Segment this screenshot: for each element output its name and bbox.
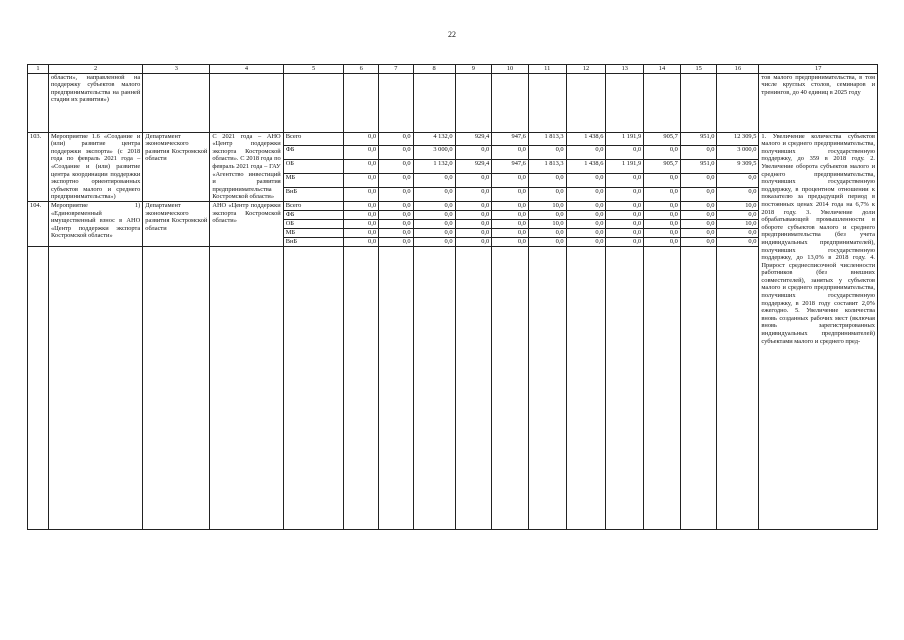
value-cell: 0,0 — [566, 174, 606, 188]
value-cell: 0,0 — [566, 201, 606, 210]
value-cell: 0,0 — [644, 219, 681, 228]
value-cell: 0,0 — [455, 210, 492, 219]
value-cell: 0,0 — [717, 237, 759, 246]
value-cell: 0,0 — [455, 237, 492, 246]
value-cell: 0,0 — [644, 174, 681, 188]
value-cell: 0,0 — [566, 237, 606, 246]
empty-cell — [566, 246, 606, 529]
value-cell: 0,0 — [680, 228, 717, 237]
value-cell: 9 309,5 — [717, 160, 759, 174]
value-cell: 0,0 — [379, 210, 414, 219]
results-text: 1. Увеличение количества субъектов малого и среднего предпринимательства, получивших государственную поддержку, до 359 в 2018 году. 2. Увеличение оборота субъектов малого и среднего предпринимательства, получивших государственную поддержку, в процентном отношении к показателю за предыдущий период в постоянных ценах 2014 года на 6,7% к 2018 году. 3. Увеличение доли обрабатывающей промышленности в обороте субъектов малого и среднего предпринимательства (без учета индивидуальных предпринимателей), получивших государственную поддержку, до 13,0% в 2018 году. 4. Прирост среднесписочной численности работников (без внешних совместителей), занятых у субъектов малого и среднего предпринимательства, получивших государственную поддержку, в 2018 году составит 2,0% ежегодно. 5. Увеличение количества вновь созданных рабочих мест (включая вновь зарегистрированных индивидуальных предпринимателей) субъектами малого и среднего пред- — [759, 132, 878, 529]
value-cell: 0,0 — [717, 210, 759, 219]
row103-row-0 — [28, 132, 878, 146]
value-cell: 0,0 — [528, 228, 566, 237]
col-header-9: 9 — [455, 65, 492, 74]
value-cell: 0,0 — [680, 201, 717, 210]
empty-cell — [717, 246, 759, 529]
value-cell: 0,0 — [528, 210, 566, 219]
value-cell: 0,0 — [455, 146, 492, 160]
value-cell: 0,0 — [344, 174, 379, 188]
value-cell: 3 000,0 — [413, 146, 455, 160]
value-cell: 10,0 — [717, 219, 759, 228]
value-cell: 0,0 — [455, 219, 492, 228]
value-cell: 0,0 — [455, 228, 492, 237]
value-cell: 0,0 — [566, 146, 606, 160]
empty-cell — [379, 246, 414, 529]
row104-executor: Департамент экономического развития Костромской области — [143, 201, 210, 246]
value-cell: 0,0 — [717, 188, 759, 202]
value-cell: 0,0 — [379, 219, 414, 228]
source-label: МБ — [283, 228, 344, 237]
col-header-10: 10 — [492, 65, 529, 74]
source-label: ФБ — [283, 210, 344, 219]
value-cell: 1 438,6 — [566, 132, 606, 146]
col-header-13: 13 — [606, 65, 644, 74]
value-cell: 4 132,0 — [413, 132, 455, 146]
col-header-3: 3 — [143, 65, 210, 74]
empty-cell — [606, 246, 644, 529]
value-cell: 0,0 — [379, 237, 414, 246]
value-cell: 0,0 — [492, 174, 529, 188]
value-cell: 0,0 — [566, 228, 606, 237]
value-cell: 0,0 — [644, 237, 681, 246]
row104-number: 104. — [28, 201, 49, 246]
empty-cell — [455, 246, 492, 529]
cont-cell-1 — [28, 73, 49, 132]
value-cell: 0,0 — [492, 146, 529, 160]
value-cell: 947,6 — [492, 160, 529, 174]
col-header-5: 5 — [283, 65, 344, 74]
col-header-6: 6 — [344, 65, 379, 74]
value-cell: 1 191,9 — [606, 160, 644, 174]
header-row — [28, 65, 878, 74]
value-cell: 1 191,9 — [606, 132, 644, 146]
value-cell: 10,0 — [528, 219, 566, 228]
empty-cell — [28, 246, 49, 529]
value-cell: 0,0 — [566, 210, 606, 219]
value-cell: 0,0 — [344, 228, 379, 237]
col-header-16: 16 — [717, 65, 759, 74]
row103-executor: Департамент экономического развития Костромской области — [143, 132, 210, 201]
col-header-1: 1 — [28, 65, 49, 74]
empty-cell — [210, 246, 283, 529]
value-cell: 0,0 — [413, 174, 455, 188]
value-cell: 0,0 — [606, 201, 644, 210]
value-cell: 3 000,0 — [717, 146, 759, 160]
continuation-row — [28, 73, 878, 132]
value-cell: 0,0 — [606, 210, 644, 219]
value-cell: 0,0 — [606, 228, 644, 237]
filler-row — [28, 246, 878, 529]
source-label: ОБ — [283, 160, 344, 174]
value-cell: 0,0 — [680, 210, 717, 219]
page-number: 22 — [448, 30, 456, 39]
value-cell: 1 813,3 — [528, 160, 566, 174]
value-cell: 0,0 — [492, 219, 529, 228]
value-cell: 0,0 — [413, 210, 455, 219]
value-cell: 0,0 — [566, 188, 606, 202]
value-cell: 0,0 — [717, 174, 759, 188]
value-cell: 0,0 — [644, 228, 681, 237]
value-cell: 905,7 — [644, 132, 681, 146]
empty-cell — [344, 246, 379, 529]
row103-number: 103. — [28, 132, 49, 201]
source-label: ОБ — [283, 219, 344, 228]
value-cell: 0,0 — [492, 201, 529, 210]
value-cell: 0,0 — [413, 237, 455, 246]
value-cell: 12 309,5 — [717, 132, 759, 146]
value-cell: 0,0 — [492, 210, 529, 219]
empty-cell — [528, 246, 566, 529]
row104-name: Мероприятие 1) «Единовременный имущественный взнос в АНО «Центр поддержки экспорта Костромской области» — [48, 201, 142, 246]
value-cell: 0,0 — [379, 146, 414, 160]
col-header-8: 8 — [413, 65, 455, 74]
value-cell: 905,7 — [644, 160, 681, 174]
value-cell: 0,0 — [379, 132, 414, 146]
value-cell: 1 132,0 — [413, 160, 455, 174]
value-cell: 0,0 — [379, 201, 414, 210]
value-cell: 0,0 — [644, 188, 681, 202]
col-header-15: 15 — [680, 65, 717, 74]
value-cell: 0,0 — [680, 219, 717, 228]
value-cell: 929,4 — [455, 132, 492, 146]
value-cell: 0,0 — [492, 188, 529, 202]
empty-cell — [48, 246, 142, 529]
value-cell: 0,0 — [344, 201, 379, 210]
value-cell: 0,0 — [528, 146, 566, 160]
value-cell: 0,0 — [566, 219, 606, 228]
value-cell: 0,0 — [606, 188, 644, 202]
value-cell: 10,0 — [717, 201, 759, 210]
value-cell: 0,0 — [455, 174, 492, 188]
value-cell: 1 813,3 — [528, 132, 566, 146]
value-cell: 0,0 — [680, 188, 717, 202]
value-cell: 0,0 — [344, 188, 379, 202]
empty-cell — [413, 246, 455, 529]
row103-name: Мероприятие 1.6 «Создание и (или) развитие центра поддержки экспорта» (с 2018 года по февраль 2021 года – «Создание и (или) развитие центра координации поддержки экспортно ориентированных субъектов малого и среднего предпринимательства») — [48, 132, 142, 201]
value-cell: 0,0 — [680, 174, 717, 188]
value-cell: 0,0 — [379, 228, 414, 237]
value-cell: 0,0 — [413, 201, 455, 210]
value-cell: 0,0 — [606, 146, 644, 160]
empty-cell — [644, 246, 681, 529]
col-header-11: 11 — [528, 65, 566, 74]
value-cell: 0,0 — [492, 228, 529, 237]
value-cell: 10,0 — [528, 201, 566, 210]
row104-participant: АНО «Центр поддержки экспорта Костромской области» — [210, 201, 283, 246]
value-cell: 0,0 — [606, 174, 644, 188]
source-label: ВнБ — [283, 237, 344, 246]
source-label: Всего — [283, 132, 344, 146]
col-header-2: 2 — [48, 65, 142, 74]
col-header-4: 4 — [210, 65, 283, 74]
col-header-14: 14 — [644, 65, 681, 74]
value-cell: 0,0 — [379, 188, 414, 202]
value-cell: 0,0 — [680, 146, 717, 160]
value-cell: 0,0 — [344, 210, 379, 219]
value-cell: 0,0 — [413, 188, 455, 202]
value-cell: 0,0 — [344, 237, 379, 246]
value-cell: 0,0 — [528, 188, 566, 202]
col-header-12: 12 — [566, 65, 606, 74]
col-header-7: 7 — [379, 65, 414, 74]
value-cell: 0,0 — [606, 219, 644, 228]
value-cell: 0,0 — [413, 228, 455, 237]
empty-cell — [680, 246, 717, 529]
empty-cell — [143, 246, 210, 529]
value-cell: 0,0 — [413, 219, 455, 228]
row103-participant: С 2021 года – АНО «Центр поддержки экспорта Костромской области». С 2018 года по февраль 2021 года – ГАУ «Агентство инвестиций и развития предпринимательства Костромской области» — [210, 132, 283, 201]
value-cell: 951,0 — [680, 132, 717, 146]
value-cell: 951,0 — [680, 160, 717, 174]
value-cell: 0,0 — [528, 174, 566, 188]
value-cell: 0,0 — [455, 188, 492, 202]
value-cell: 0,0 — [644, 201, 681, 210]
value-cell: 1 438,6 — [566, 160, 606, 174]
value-cell: 0,0 — [379, 160, 414, 174]
value-cell: 0,0 — [455, 201, 492, 210]
value-cell: 0,0 — [644, 210, 681, 219]
source-label: Всего — [283, 201, 344, 210]
value-cell: 0,0 — [644, 146, 681, 160]
value-cell: 0,0 — [344, 146, 379, 160]
value-cell: 0,0 — [344, 132, 379, 146]
source-label: МБ — [283, 174, 344, 188]
empty-cell — [492, 246, 529, 529]
empty-cell — [283, 246, 344, 529]
value-cell: 0,0 — [492, 237, 529, 246]
cont-results: тов малого предпринимательства, в том числе круглых столов, семинаров и тренингов, до 40 единиц в 2025 году — [759, 73, 878, 132]
value-cell: 0,0 — [344, 160, 379, 174]
col-header-17: 17 — [759, 65, 878, 74]
value-cell: 947,6 — [492, 132, 529, 146]
value-cell: 0,0 — [528, 237, 566, 246]
value-cell: 0,0 — [680, 237, 717, 246]
source-label: ФБ — [283, 146, 344, 160]
value-cell: 929,4 — [455, 160, 492, 174]
row104-row-0 — [28, 201, 878, 210]
source-label: ВнБ — [283, 188, 344, 202]
value-cell: 0,0 — [606, 237, 644, 246]
budget-table — [27, 64, 878, 530]
value-cell: 0,0 — [717, 228, 759, 237]
cont-name: области», направленной на поддержку субъектов малого предпринимательства на ранней стадии их развития») — [48, 73, 142, 132]
value-cell: 0,0 — [344, 219, 379, 228]
value-cell: 0,0 — [379, 174, 414, 188]
